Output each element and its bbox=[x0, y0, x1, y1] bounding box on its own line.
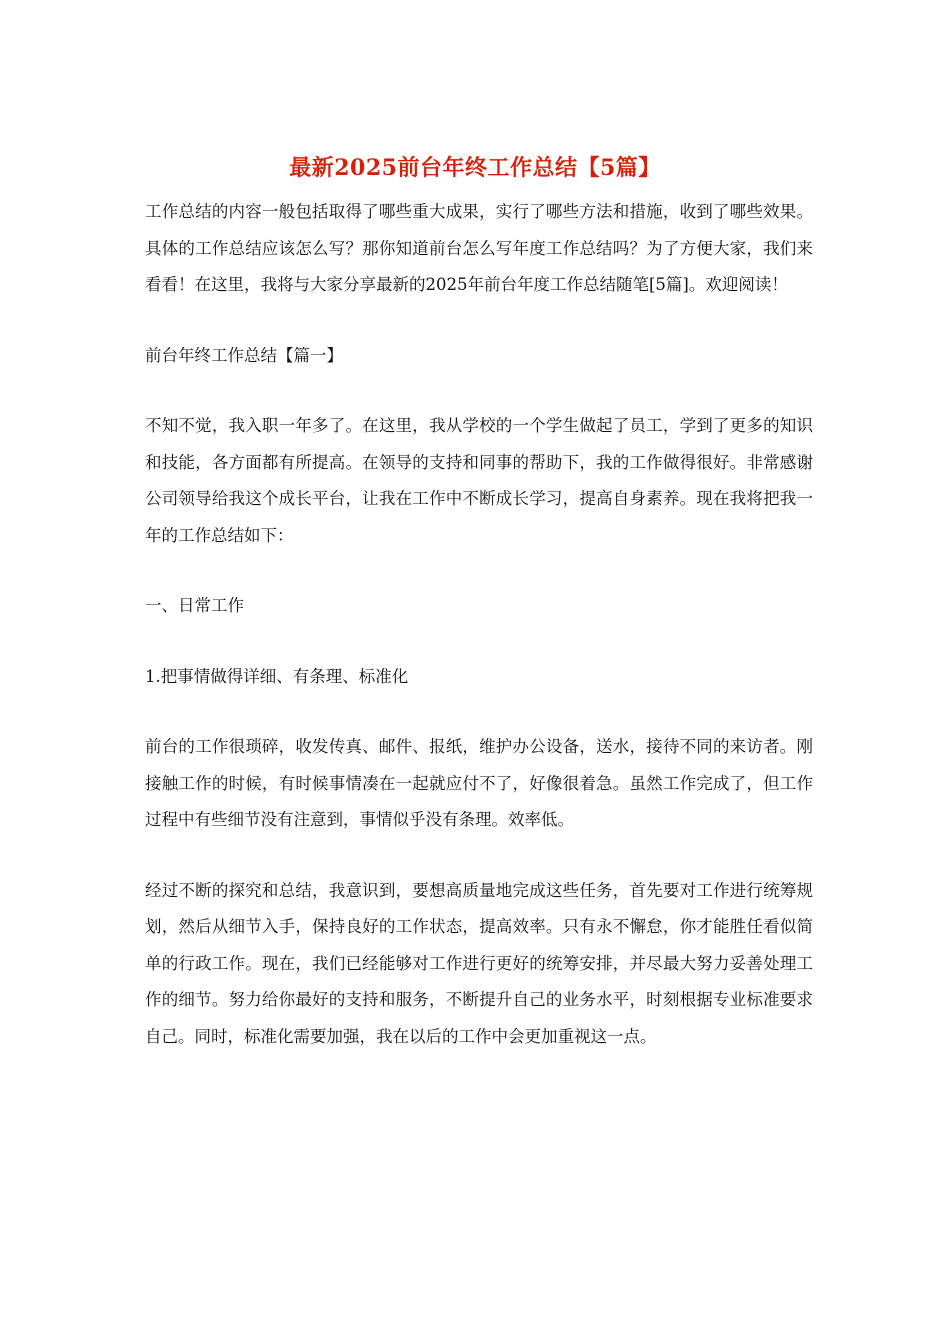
subheading-item-1: 1.把事情做得详细、有条理、标准化 bbox=[145, 666, 409, 686]
intro-paragraph: 工作总结的内容一般包括取得了哪些重大成果，实行了哪些方法和措施，收到了哪些效果。具体的工作总结应该怎么写？那你知道前台怎么写年度工作总结吗？为了方便大家，我们来看看！在这里，我将与大家分享最新的2025年前台年度工作总结随笔[5篇]。欢迎阅读！ bbox=[145, 202, 813, 294]
paragraph-spacer bbox=[145, 625, 813, 659]
paragraph-spacer bbox=[145, 554, 813, 588]
section-heading: 前台年终工作总结【篇一】 bbox=[145, 345, 343, 365]
paragraph-spacer bbox=[145, 374, 813, 408]
paragraph-spacer bbox=[145, 839, 813, 873]
subheading-daily-work: 一、日常工作 bbox=[145, 596, 244, 615]
document-body bbox=[145, 194, 813, 1055]
body-paragraph-1: 不知不觉，我入职一年多了。在这里，我从学校的一个学生做起了员工，学到了更多的知识和技能，各方面都有所提高。在领导的支持和同事的帮助下，我的工作做得很好。非常感谢公司领导给我这个成长平台，让我在工作中不断成长学习，提高自身素养。现在我将把我一年的工作总结如下： bbox=[145, 416, 813, 545]
body-paragraph-3: 经过不断的探究和总结，我意识到，要想高质量地完成这些任务，首先要对工作进行统筹规划，然后从细节入手，保持良好的工作状态，提高效率。只有永不懈怠，你才能胜任看似简单的行政工作。现在，我们已经能够对工作进行更好的统筹安排，并尽最大努力妥善处理工作的细节。努力给你最好的支持和服务，不断提升自己的业务水平，时刻根据专业标准要求自己。同时，标准化需要加强，我在以后的工作中会更加重视这一点。 bbox=[145, 880, 813, 1046]
paragraph-spacer bbox=[145, 304, 813, 338]
body-paragraph-2: 前台的工作很琐碎，收发传真、邮件、报纸，维护办公设备，送水，接待不同的来访者。刚接触工作的时候，有时候事情凑在一起就应付不了，好像很着急。虽然工作完成了，但工作过程中有些细节没有注意到，事情似乎没有条理。效率低。 bbox=[145, 737, 813, 829]
document-title: 最新2025前台年终工作总结【5篇】 bbox=[289, 155, 661, 181]
paragraph-spacer bbox=[145, 695, 813, 729]
